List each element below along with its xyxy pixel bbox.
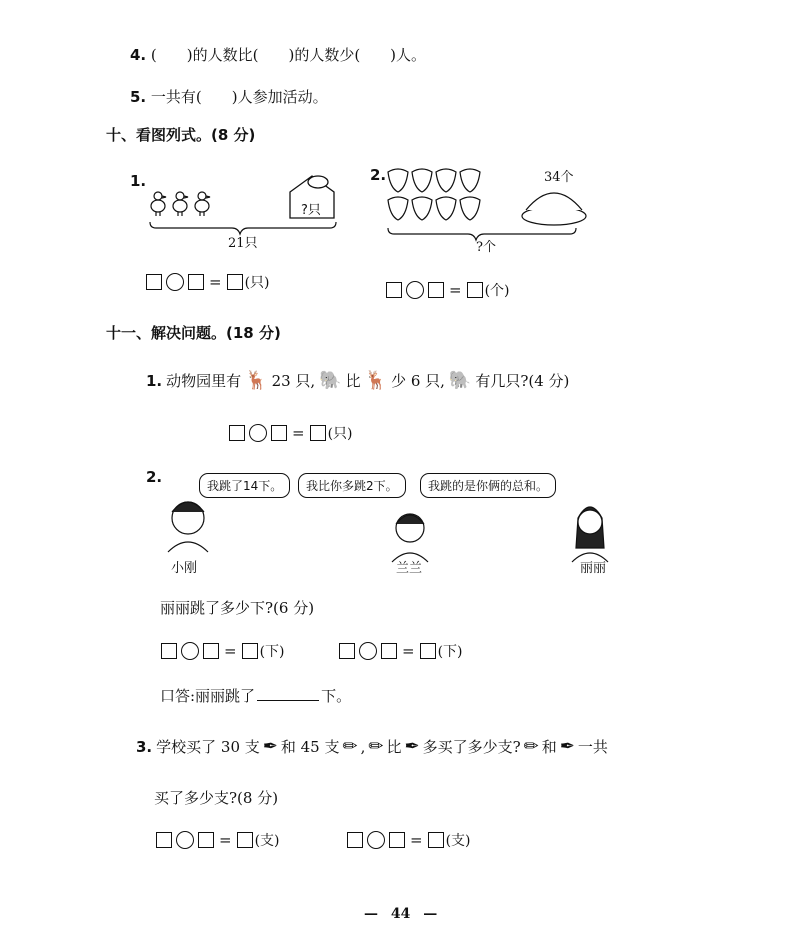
operator-circle[interactable] bbox=[359, 642, 377, 660]
answer-box[interactable] bbox=[203, 643, 219, 659]
boy-icon bbox=[168, 502, 208, 552]
solve-3-question-line2: 买了多少支?(8 分) bbox=[154, 789, 279, 807]
operator-circle[interactable] bbox=[249, 424, 267, 442]
problem-2-number: 2. bbox=[370, 166, 387, 184]
answer-box[interactable] bbox=[188, 274, 204, 290]
answer-box[interactable] bbox=[389, 832, 405, 848]
operator-circle[interactable] bbox=[176, 831, 194, 849]
question-4: 4. ( )的人数比( )的人数少( )人。 bbox=[130, 46, 427, 64]
question-5-text: 一共有( )人参加活动。 bbox=[150, 88, 328, 106]
question-5: 5. 一共有( )人参加活动。 bbox=[130, 88, 328, 106]
speech-bubble-lili: 我跳的是你俩的总和。 bbox=[420, 473, 556, 498]
equation-4: = (下) bbox=[161, 641, 285, 661]
total-label-strawberries: ?个 bbox=[476, 240, 496, 255]
plate-icon bbox=[522, 193, 586, 225]
total-label-chicks: 21只 bbox=[228, 236, 258, 251]
answer-box[interactable] bbox=[237, 832, 253, 848]
answer-box[interactable] bbox=[381, 643, 397, 659]
name-lili: 丽丽 bbox=[580, 561, 607, 576]
house-label: ?只 bbox=[301, 203, 321, 218]
girl-icon bbox=[572, 507, 608, 562]
operator-circle[interactable] bbox=[181, 642, 199, 660]
solve-3-question-line1: 3. 学校买了 30 支 ✒ 和 45 支 ✏ , ✏ 比 ✒ 多买了多少支? ✏ 和 ✒ 一共 bbox=[136, 736, 608, 757]
answer-box[interactable] bbox=[339, 643, 355, 659]
chick-icon bbox=[173, 192, 188, 216]
answer-blank[interactable] bbox=[257, 686, 319, 701]
solve-1-question: 1. 动物园里有 🦌 23 只, 🐘 比 🦌 少 6 只, 🐘 有几只?(4 分) bbox=[146, 370, 570, 391]
answer-box[interactable] bbox=[146, 274, 162, 290]
elephant-icon: 🐘 bbox=[448, 370, 472, 391]
answer-box[interactable] bbox=[428, 832, 444, 848]
answer-box[interactable] bbox=[229, 425, 245, 441]
elephant-icon: 🐘 bbox=[319, 370, 342, 391]
children-illustration bbox=[160, 492, 620, 562]
strawberry-icon bbox=[388, 169, 480, 220]
deer-icon: 🦌 bbox=[245, 370, 268, 391]
answer-box[interactable] bbox=[467, 282, 483, 298]
operator-circle[interactable] bbox=[406, 281, 424, 299]
answer-box[interactable] bbox=[420, 643, 436, 659]
answer-box[interactable] bbox=[271, 425, 287, 441]
problem-1-number: 1. bbox=[130, 172, 147, 190]
solve-2-number: 2. bbox=[146, 468, 163, 486]
chick-icon bbox=[151, 192, 166, 216]
page-number: — 44 — bbox=[364, 906, 438, 922]
answer-box[interactable] bbox=[242, 643, 258, 659]
equation-3: = (只) bbox=[229, 423, 353, 443]
section-11-title: 十一、解决问题。(18 分) bbox=[106, 324, 281, 342]
deer-icon: 🦌 bbox=[364, 370, 388, 391]
section-10-title: 十、看图列式。(8 分) bbox=[106, 126, 256, 144]
equation-2: = (个) bbox=[386, 280, 510, 300]
solve-2-question: 丽丽跳了多少下?(6 分) bbox=[160, 599, 315, 617]
operator-circle[interactable] bbox=[367, 831, 385, 849]
equation-5: = (下) bbox=[339, 641, 463, 661]
pencil-icon: ✏ bbox=[342, 736, 358, 757]
pencil-icon: ✏ bbox=[523, 736, 539, 757]
operator-circle[interactable] bbox=[166, 273, 184, 291]
speech-bubble-xiaogang: 我跳了14下。 bbox=[199, 473, 290, 498]
answer-box[interactable] bbox=[310, 425, 326, 441]
answer-box[interactable] bbox=[428, 282, 444, 298]
answer-box[interactable] bbox=[156, 832, 172, 848]
solve-2-answer: 口答:丽丽跳了 下。 bbox=[160, 687, 352, 705]
equation-6: = (支) bbox=[156, 830, 280, 850]
answer-box[interactable] bbox=[347, 832, 363, 848]
answer-box[interactable] bbox=[227, 274, 243, 290]
plate-label: 34个 bbox=[544, 170, 574, 185]
equation-7: = (支) bbox=[347, 830, 471, 850]
name-lanlan: 兰兰 bbox=[396, 561, 423, 576]
speech-bubble-lanlan: 我比你多跳2下。 bbox=[298, 473, 406, 498]
fountain-pen-icon: ✒ bbox=[262, 736, 278, 757]
equation-1: = (只) bbox=[146, 272, 270, 292]
chick-icon bbox=[195, 192, 210, 216]
answer-box[interactable] bbox=[198, 832, 214, 848]
name-xiaogang: 小刚 bbox=[171, 561, 198, 576]
pencil-icon: ✏ bbox=[368, 736, 384, 757]
answer-box[interactable] bbox=[386, 282, 402, 298]
question-4-text: ( )的人数比( )的人数少( )人。 bbox=[150, 46, 427, 64]
fountain-pen-icon: ✒ bbox=[559, 736, 575, 757]
answer-box[interactable] bbox=[161, 643, 177, 659]
girl-icon bbox=[392, 514, 428, 562]
fountain-pen-icon: ✒ bbox=[404, 736, 420, 757]
